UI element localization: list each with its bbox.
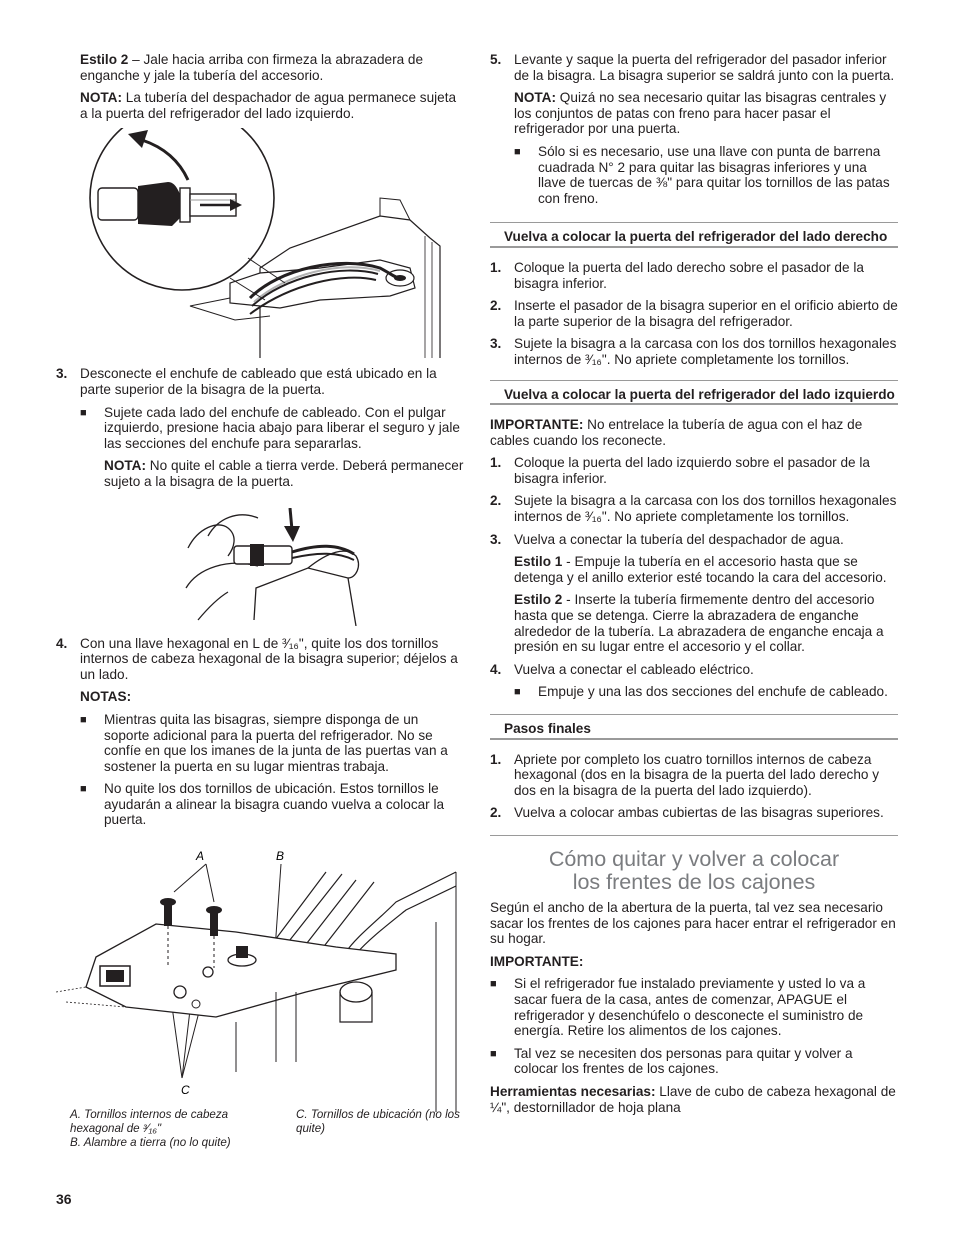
title-line-1: Cómo quitar y volver a colocar — [548, 846, 840, 871]
importante-text: No entrelace la tubería de agua con el haz de cables cuando los reconecte. — [490, 417, 863, 448]
importante-label: IMPORTANTE: — [490, 417, 584, 433]
step-3-text: Desconecte el enchufe de cableado que está ubicado en la parte superior de la bisagra de la puerta. — [80, 366, 437, 397]
step-text: Sujete la bisagra a la carcasa con los dos tornillos hexagonales internos de ³⁄₁₆". No apriete completamente los tornillos. — [514, 336, 897, 367]
caption-a: A. Tornillos internos de cabeza hexagonal de ³⁄₁₆" — [70, 1108, 229, 1135]
step-3 — [56, 366, 464, 397]
page-number: 36 — [56, 1191, 72, 1207]
step-3-nota — [56, 458, 464, 489]
step-4-bullet — [490, 684, 898, 700]
step-5-bullet-text: Sólo si es necesario, use una llave con punta de barrena cuadrada N° 2 para quitar las bisagras inferiores y una llave de tuercas de ⅜" para quitar los tornillos de las patas con freno. — [538, 143, 890, 206]
step-text: Coloque la puerta del lado derecho sobre el pasador de la bisagra inferior. — [514, 259, 864, 291]
step-5-nota-text: Quizá no sea necesario quitar las bisagras centrales y los conjuntos de patas con freno para hacer pasar el refrigerador por una puerta. — [514, 90, 887, 137]
notas-item — [56, 781, 464, 828]
importante-paragraph — [490, 417, 898, 448]
section-final-steps-heading: Pasos finales — [490, 714, 898, 740]
step-text: Apriete por completo los cuatro tornillos internos de cabeza hexagonal (dos en la bisagra de la puerta del lado derecho y dos en la bisagra de la puerta del lado izquierdo). — [514, 751, 880, 798]
intro-paragraph: Según el ancho de la abertura de la puerta, tal vez sea necesario sacar los frentes de los cajones para hacer entrar el refrigerador en su hogar. — [490, 899, 896, 947]
step-5-text: Levante y saque la puerta del refrigerador del pasador inferior de la bisagra. La bisagra superior se saldrá junto con la puerta. — [514, 52, 895, 83]
step-3-bullet-text: Sujete cada lado del enchufe de cableado. Con el pulgar izquierdo, presione hacia abajo para liberar el seguro y jale las secciones del enchufe para separarlas. — [104, 404, 460, 451]
notas-label — [56, 689, 464, 705]
nota-label: NOTA: — [80, 90, 123, 106]
bullet-square-icon: ■ — [490, 1047, 497, 1060]
importante2-label-text: IMPORTANTE: — [490, 953, 584, 969]
step-text: Vuelva a conectar el cableado eléctrico. — [514, 661, 754, 677]
right-column — [490, 52, 898, 1122]
left-column — [56, 52, 464, 1150]
step-5-bullet — [490, 144, 898, 206]
bullet-square-icon: ■ — [80, 783, 87, 796]
herramientas-label: Herramientas necesarias: — [490, 1083, 656, 1099]
estilo2-paragraph — [56, 52, 464, 83]
estilo1-paragraph — [490, 554, 898, 585]
section1-step — [490, 260, 898, 291]
figure-water-tube-clamp — [80, 128, 464, 366]
section2-step — [490, 532, 898, 548]
step-5-nota-label: NOTA: — [514, 90, 557, 106]
estilo2-label: Estilo 2 — [514, 592, 563, 608]
step-number: 1. — [490, 455, 502, 471]
step-number: 2. — [490, 805, 502, 821]
section1-step — [490, 298, 898, 329]
nota-text: La tubería del despachador de agua permanece sujeta a la puerta del refrigerador del lado izquierdo. — [80, 90, 457, 121]
notas-item-text: No quite los dos tornillos de ubicación. Estos tornillos le ayudarán a alinear la bisagra cuando vuelva a colocar la puerta. — [104, 781, 445, 828]
step-5-nota — [490, 90, 898, 137]
step-number: 1. — [490, 259, 502, 275]
importante2-label — [490, 954, 898, 970]
step-number: 1. — [490, 751, 502, 767]
step-text: Vuelva a colocar ambas cubiertas de las bisagras superiores. — [514, 805, 884, 821]
step-4-number: 4. — [56, 635, 68, 651]
notas-item — [56, 712, 464, 774]
section-right-door-heading: Vuelva a colocar la puerta del refrigerador del lado derecho — [490, 222, 898, 248]
bullet-square-icon: ■ — [80, 713, 87, 726]
step-3-nota-label: NOTA: — [104, 458, 147, 474]
estilo2-text: – Jale hacia arriba con firmeza la abrazadera de enganche y jale la tubería del accesorio. — [80, 52, 424, 83]
bullet-square-icon: ■ — [514, 686, 521, 699]
notas-item-text: Mientras quita las bisagras, siempre disponga de un soporte adicional para la puerta del refrigerador. No se confíe en que los imanes de la junta de las puertas van a sostener la puerta en su lugar mientras trabaja. — [104, 711, 448, 774]
herramientas-paragraph — [490, 1084, 898, 1115]
step-number: 4. — [490, 661, 502, 677]
notas-label-text: NOTAS: — [80, 689, 132, 705]
bullet-square-icon: ■ — [514, 145, 521, 158]
drawer-fronts-title — [490, 835, 898, 894]
section1-step — [490, 336, 898, 367]
figure-wiring-plug — [168, 508, 464, 630]
section3-step — [490, 805, 898, 821]
step-3-nota-text: No quite el cable a tierra verde. Deberá permanecer sujeto a la bisagra de la puerta. — [104, 458, 464, 489]
section2-step — [490, 455, 898, 486]
section3-step — [490, 752, 898, 799]
step-5-number: 5. — [490, 52, 502, 67]
section-left-door-heading: Vuelva a colocar la puerta del refrigerador del lado izquierdo — [490, 380, 898, 406]
step-number: 3. — [490, 336, 502, 352]
step-5 — [490, 52, 898, 83]
bullet-square-icon: ■ — [490, 978, 497, 991]
estilo1-label: Estilo 1 — [514, 554, 563, 570]
estilo1-text: - Empuje la tubería en el accesorio hasta que se detenga y el anillo exterior esté tocando la cara del accesorio. — [514, 554, 887, 585]
fig3-label-a: A — [196, 849, 205, 864]
figure-hinge-screws — [56, 842, 464, 1150]
caption-b: B. Alambre a tierra (no lo quite) — [70, 1136, 231, 1150]
estilo2-label: Estilo 2 — [80, 52, 129, 67]
step-number: 2. — [490, 298, 502, 314]
step-text: Sujete la bisagra a la carcasa con los dos tornillos hexagonales internos de ³⁄₁₆". No apriete completamente los tornillos. — [514, 493, 897, 525]
importante2-item-text: Si el refrigerador fue instalado previamente y usted lo va a sacar fuera de la casa, antes de comenzar, APAGUE el refrigerador y desenchúfelo o desconecte el suministro de energía. Retire los alimentos de los cajones. — [514, 976, 866, 1039]
step-number: 3. — [490, 531, 502, 547]
importante2-item — [490, 976, 898, 1038]
step-text: Inserte el pasador de la bisagra superior en el orificio abierto de la parte superior de la bisagra del refrigerador. — [514, 298, 898, 329]
importante2-item — [490, 1046, 898, 1077]
estilo2-paragraph — [490, 592, 898, 654]
estilo2-text: - Inserte la tubería firmemente dentro del accesorio hasta que se detenga. Cierre la abrazadera de enganche alrededor de la tubería. La abrazadera de enganche encaja a presión en su lugar entre el accesorio y el collar. — [514, 592, 884, 655]
step-4-bullet-text: Empuje y una las dos secciones del enchufe de cableado. — [538, 684, 888, 700]
title-line-2: los frentes de los cajones — [572, 869, 816, 894]
step-text: Coloque la puerta del lado izquierdo sobre el pasador de la bisagra inferior. — [514, 455, 870, 486]
step-4 — [56, 636, 464, 683]
bullet-square-icon: ■ — [80, 406, 87, 419]
section2-step-4 — [490, 662, 898, 678]
caption-c: C. Tornillos de ubicación (no los quite) — [296, 1108, 460, 1135]
importante2-item-text: Tal vez se necesiten dos personas para quitar y volver a colocar los frentes de los cajones. — [514, 1045, 853, 1077]
herramientas-text: Llave de cubo de cabeza hexagonal de ¼", destornillador de hoja plana — [490, 1083, 896, 1115]
section2-step — [490, 493, 898, 524]
step-4-text: Con una llave hexagonal en L de ³⁄₁₆", quite los dos tornillos internos de cabeza hexagonal de la bisagra superior; déjelos a un lado. — [80, 635, 458, 682]
fig3-label-b: B — [276, 849, 285, 864]
fig3-label-c: C — [181, 1083, 190, 1098]
step-text: Vuelva a conectar la tubería del despachador de agua. — [514, 531, 844, 547]
nota-paragraph — [56, 90, 464, 121]
step-3-bullet — [56, 405, 464, 452]
step-number: 2. — [490, 493, 502, 509]
step-3-number: 3. — [56, 366, 68, 382]
